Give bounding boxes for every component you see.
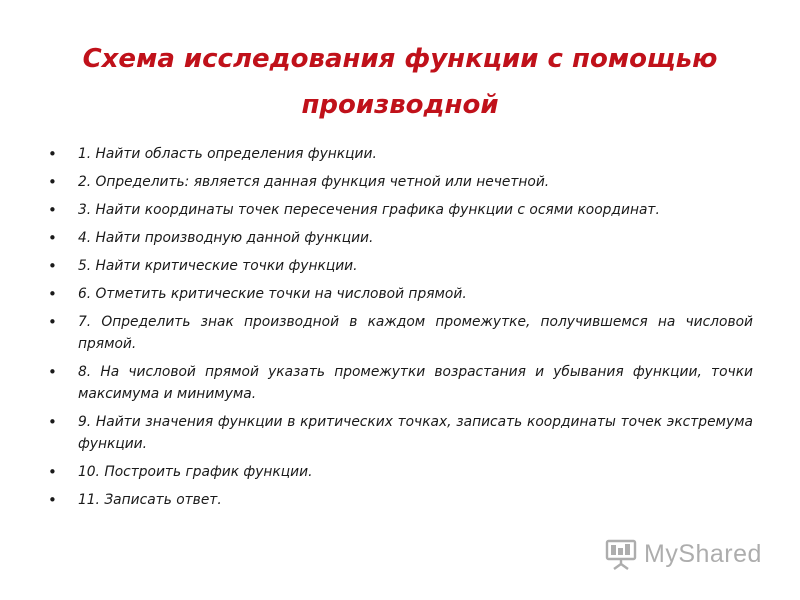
list-item-text: 8. На числовой прямой указать промежутки возрастания и убывания функции, точки максимума и минимума. (78, 364, 753, 402)
bullet-icon: • (48, 201, 57, 219)
list-item-text: 11. Записать ответ. (78, 492, 222, 508)
list-item (48, 255, 753, 277)
list-item-text: 1. Найти область определения функции. (78, 146, 377, 162)
list-item (48, 361, 753, 405)
list-item-text: 7. Определить знак производной в каждом промежутке, получившемся на числовой прямой. (78, 314, 753, 352)
list-item (48, 283, 753, 305)
bullet-icon: • (48, 229, 57, 247)
bullet-icon: • (48, 285, 57, 303)
bullet-icon: • (48, 257, 57, 275)
list-item (48, 227, 753, 249)
list-item-text: 6. Отметить критические точки на числовой прямой. (78, 286, 467, 302)
list-item-text: 2. Определить: является данная функция четной или нечетной. (78, 174, 550, 190)
bullet-icon: • (48, 363, 57, 381)
bullet-icon: • (48, 463, 57, 481)
list-item-text: 4. Найти производную данной функции. (78, 230, 374, 246)
myshared-watermark (604, 534, 762, 574)
list-item (48, 489, 753, 511)
bullet-icon: • (48, 313, 57, 331)
list-item-text: 9. Найти значения функции в критических точках, записать координаты точек экстремума функции. (78, 414, 753, 452)
list-item-text: 5. Найти критические точки функции. (78, 258, 358, 274)
slide-title: Схема исследования функции с помощью производной (82, 44, 718, 120)
bullet-icon: • (48, 413, 57, 431)
bullet-icon: • (48, 491, 57, 509)
list-item (48, 143, 753, 165)
watermark-text: MyShared (644, 539, 762, 568)
list-item (48, 411, 753, 455)
list-item (48, 171, 753, 193)
list-item (48, 199, 753, 221)
list-item-text: 10. Построить график функции. (78, 464, 313, 480)
bullet-icon: • (48, 145, 57, 163)
steps-list (48, 143, 753, 517)
list-item-text: 3. Найти координаты точек пересечения графика функции с осями координат. (78, 202, 660, 218)
list-item (48, 311, 753, 355)
presentation-board-icon (604, 537, 638, 571)
bullet-icon: • (48, 173, 57, 191)
list-item (48, 461, 753, 483)
